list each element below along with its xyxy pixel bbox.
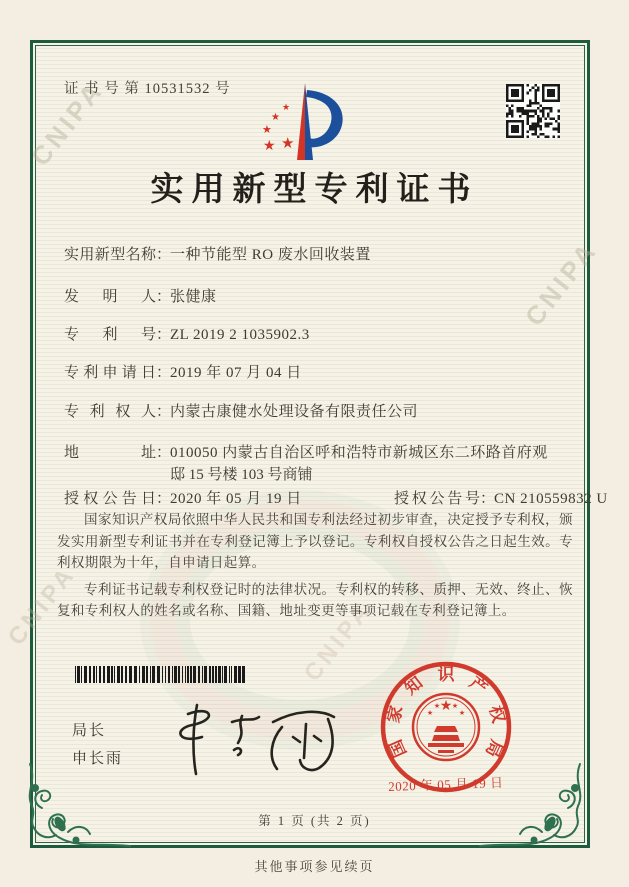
cnipa-patent-logo-icon xyxy=(256,80,356,165)
page-number: 第 1 页 (共 2 页) xyxy=(258,814,371,828)
svg-text:★: ★ xyxy=(426,709,434,717)
cnipa-watermark: CNIPA xyxy=(24,74,110,172)
seal-char: 知 xyxy=(401,672,427,699)
seal-char: 家 xyxy=(383,703,407,725)
field-value: CN 210559832 U xyxy=(494,491,608,507)
national-emblem-icon xyxy=(413,694,479,760)
field-value: 一种节能型 RO 废水回收装置 xyxy=(170,247,371,263)
svg-text:★: ★ xyxy=(271,112,280,123)
svg-text:★: ★ xyxy=(281,134,295,152)
seal-date: 2020 年 05 月 19 日 xyxy=(387,774,504,795)
seal-char: 权 xyxy=(485,703,509,725)
field-label: 授权公告日 xyxy=(64,491,156,507)
field-label: 授权公告号 xyxy=(394,491,480,507)
certificate-title: 实用新型专利证书 xyxy=(150,172,479,208)
field-colon: ： xyxy=(156,491,172,507)
svg-text:★: ★ xyxy=(451,702,459,710)
svg-text:★: ★ xyxy=(458,709,466,717)
official-seal xyxy=(366,655,526,815)
field-value: 张健康 xyxy=(170,289,217,305)
certificate-number: 证 书 号 第 10531532 号 xyxy=(64,81,231,97)
svg-text:★: ★ xyxy=(263,138,276,154)
legal-paragraph-1: 国家知识产权局依照中华人民共和国专利法经过初步审查，决定授予专利权，颁发实用新型专利证书并在专利登记簿上予以登记。专利权自授权公告之日起生效。专利权期限为十年，自申请日起算。 xyxy=(57,512,573,570)
field-value: 2020 年 05 月 19 日 xyxy=(170,491,302,507)
field-row-filing-date xyxy=(64,361,302,382)
field-value: 2019 年 07 月 04 日 xyxy=(170,365,302,381)
field-group-grant-number xyxy=(394,487,608,508)
legal-text xyxy=(57,509,573,622)
seal-char: 识 xyxy=(437,665,455,684)
qr-code xyxy=(506,84,560,138)
field-row-grant xyxy=(64,487,608,508)
field-colon: ： xyxy=(156,247,172,263)
continuation-note: 其他事项参见续页 xyxy=(254,859,375,874)
cnipa-watermark: CNIPA xyxy=(298,596,378,687)
field-label: 专 利 权 人 xyxy=(64,404,156,420)
field-label: 专利申请日 xyxy=(64,365,156,381)
field-value: ZL 2019 2 1035902.3 xyxy=(170,327,310,343)
svg-text:★: ★ xyxy=(262,123,272,136)
field-value-address-line2: 邸 15 号楼 103 号商铺 xyxy=(170,467,313,483)
field-value: 010050 内蒙古自治区呼和浩特市新城区东二环路首府观 xyxy=(170,445,548,461)
field-row-patentee xyxy=(64,400,418,421)
field-label: 地 址 xyxy=(64,445,156,461)
svg-text:★: ★ xyxy=(439,698,453,714)
field-row-address xyxy=(64,441,548,462)
field-row-patent-number xyxy=(64,323,310,344)
signer-name: 申长雨 xyxy=(72,751,124,767)
field-label: 专 利 号 xyxy=(64,327,156,343)
field-row-utility-name xyxy=(64,243,371,264)
seal-char: 产 xyxy=(465,672,491,699)
barcode xyxy=(75,666,245,683)
field-colon: ： xyxy=(156,365,172,381)
cnipa-watermark: CNIPA xyxy=(2,560,82,651)
field-colon: ： xyxy=(156,404,172,420)
signer-title: 局长 xyxy=(72,723,107,739)
field-colon: ： xyxy=(156,445,172,461)
field-colon: ： xyxy=(156,289,172,305)
field-row-inventor xyxy=(64,285,217,306)
field-label: 发 明 人 xyxy=(64,289,156,305)
seal-char: 国 xyxy=(385,736,411,760)
field-colon: ： xyxy=(480,491,496,507)
field-label: 实用新型名称 xyxy=(64,247,156,263)
legal-paragraph-2: 专利证书记载专利权登记时的法律状况。专利权的转移、质押、无效、终止、恢复和专利权人的姓名或名称、国籍、地址变更等事项记载在专利登记簿上。 xyxy=(57,581,573,618)
field-colon: ： xyxy=(156,327,172,343)
cnipa-watermark: CNIPA xyxy=(518,234,604,332)
field-value: 内蒙古康健水处理设备有限责任公司 xyxy=(170,404,419,420)
commissioner-signature xyxy=(160,698,355,780)
svg-text:★: ★ xyxy=(282,103,291,113)
seal-char: 局 xyxy=(481,736,507,760)
svg-text:★: ★ xyxy=(433,702,441,710)
